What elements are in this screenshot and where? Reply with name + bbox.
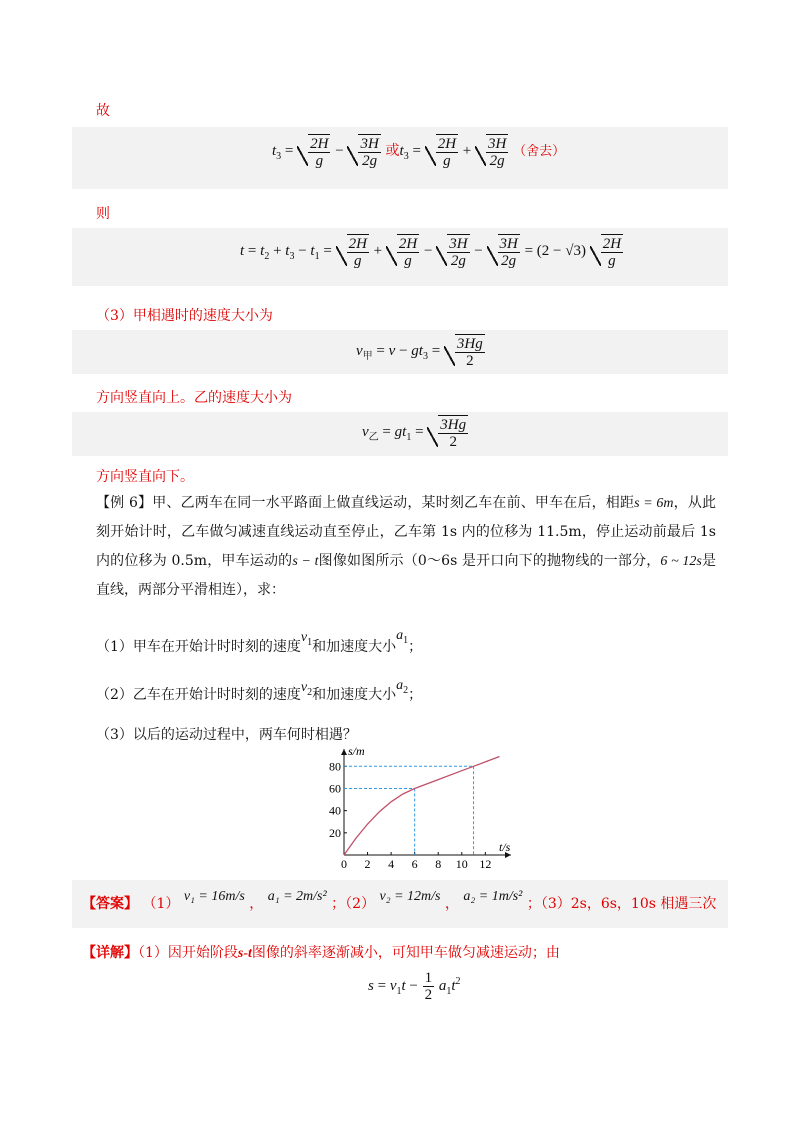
equation-v-yi: $v_乙 = gt_1$ = $\frac{3Hg}{2}$ (362, 415, 469, 450)
st-chart (318, 745, 518, 870)
y-axis-arrow (341, 749, 347, 755)
answer-v1: v₁ = 16m/s (183, 889, 245, 904)
y-tick-label: 60 (329, 781, 341, 796)
question-1: （1）甲车在开始计时时刻的速度$v_1$和加速度大小$a_1$； (96, 628, 423, 655)
answer-a2: a₂ = 1m/s² (463, 889, 523, 904)
x-tick-label: 12 (479, 857, 492, 870)
x-tick-label: 6 (411, 857, 418, 870)
answer-a1: a₁ = 2m/s² (267, 889, 327, 904)
equation-s: $s = v_1t$ − $\frac{1}{2}$ $a_1t^2$ (368, 970, 461, 1003)
distance-value: s = 6m (634, 496, 674, 511)
text-discard: （舍去） (513, 143, 566, 159)
x-tick-label: 0 (341, 857, 347, 870)
st-label: s − t (292, 554, 319, 569)
x-tick-label: 4 (388, 857, 395, 870)
text-or: 或 (385, 142, 400, 159)
answer-v2: v₂ = 12m/s (379, 889, 441, 904)
text-q3-answer: （3）甲相遇时的速度大小为 (96, 308, 273, 324)
series-line (344, 757, 500, 856)
text-dir-down: 方向竖直向下。 (96, 469, 194, 485)
question-2: （2）乙车在开始计时时刻的速度$v_2$和加速度大小$a_2$； (96, 678, 423, 703)
y-tick-label: 20 (329, 825, 341, 840)
x-axis-label: t/s (499, 840, 511, 854)
y-tick-label: 40 (329, 803, 341, 818)
x-tick-label: 10 (455, 857, 468, 870)
question-3: （3）以后的运动过程中，两车何时相遇？ (96, 727, 357, 743)
text-gu: 故 (96, 103, 110, 119)
problem-paragraph: 【例 6】甲、乙两车在同一水平路面上做直线运动，某时刻乙车在前、甲车在后，相距s = 6m，从此刻开始计时，乙车做匀减速直线运动直至停止，乙车第 1s 内的位移为 11.5m，停止运动前最后 1s 内的位移为 0.5m，甲车运动的s − t图像如图所示（0～6s 是开口向下的抛物线的一部分，6 ~ 12s是直线，两部分平滑相连），求： (96, 495, 717, 598)
y-axis-label: s/m (348, 745, 365, 758)
equation-t3: $t_3$ = $\frac{2H}{g}$ − $\frac{3H}{2g}$ 或$t_3$ = $\frac{2H}{g}$ + $\frac{3H}{2g}$ （舍去） (272, 136, 566, 169)
x-tick-label: 8 (435, 857, 442, 870)
equation-v-jia: $v_甲 = v - gt_3$ = $\frac{3Hg}{2}$ (356, 334, 486, 369)
y-tick-label: 80 (329, 759, 341, 774)
answer-tag: 【答案】 (82, 896, 138, 912)
detail-line: 【详解】（1）因开始阶段s-t图像的斜率逐渐减小，可知甲车做匀减速运动；由 (82, 945, 560, 961)
problem-tag: 【例 6】 (96, 495, 153, 511)
equation-t: $t = t_2 + t_3 - t_1$ = $\frac{2H}{g}$ + $\frac{2H}{g}$ − $\frac{3H}{2g}$ − $\frac{3H}{2g}$ = (2 − √3) $\frac{2H}{g}$ (240, 234, 624, 269)
text-ze: 则 (96, 206, 110, 222)
text-dir-up: 方向竖直向上。乙的速度大小为 (96, 390, 292, 406)
x-tick-label: 2 (364, 857, 371, 870)
detail-tag: 【详解】 (82, 945, 138, 961)
answer-line: 【答案】 （1） v₁ = 16m/s ， a₁ = 2m/s² ；（2） v₂ = 12m/s ， a₂ = 1m/s² ；（3）2s，6s，10s 相遇三次 (82, 889, 717, 912)
